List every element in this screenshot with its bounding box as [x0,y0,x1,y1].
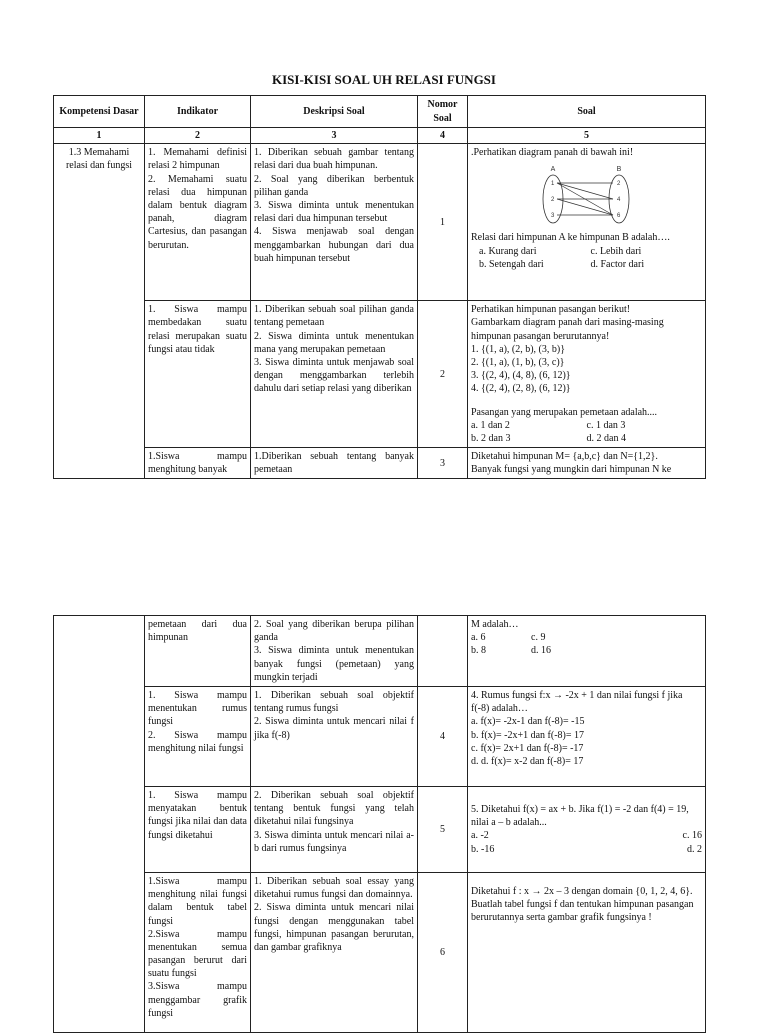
soal-line: b. f(x)= -2x+1 dan f(-8)= 17 [471,729,584,741]
soal-line: 4. Rumus fungsi f:x → -2x + 1 dan nilai fungsi f jika f(-8) adalah… [471,689,683,715]
indikator-item: 2. Siswa mampu menghitung nilai fungsi [148,729,247,754]
table-row [54,872,706,1032]
soal-line: Diketahui himpunan M= {a,b,c} dan N={1,2}. [471,451,658,463]
option-row [471,631,591,644]
indikator-item: 1. Memahami definisi relasi 2 himpunan [148,147,247,172]
column-number-row [54,128,706,144]
nomor-soal-cell: 4 [418,686,468,786]
option: b. 2 dan 3 [471,432,511,444]
deskripsi-cell [251,686,418,786]
deskripsi-cell [251,301,418,448]
nomor-soal-cell: 5 [418,786,468,872]
set-a-element: 3 [551,213,555,220]
deskripsi-item: 1. Diberikan sebuah soal essay yang diketahui rumus fungsi dan domainnya. [254,875,414,901]
option: c. 16 [682,830,702,842]
set-b-element: 6 [617,213,621,220]
indikator-item: pemetaan dari dua himpunan [148,619,247,644]
option: b. -16 [471,843,495,855]
option: a. 6 [471,632,486,644]
kompetensi-dasar-text: 1.3 Memahami relasi dan fungsi [65,147,133,172]
deskripsi-cell [251,872,418,1032]
header-kompetensi-dasar: Kompetensi Dasar [54,96,145,128]
table-header-row [54,96,706,128]
header-deskripsi-soal: Deskripsi Soal [251,96,418,128]
column-number: 3 [251,128,418,144]
deskripsi-item: 2. Siswa diminta untuk mencari nilai f jika f(-8) [254,716,414,741]
kisi-kisi-table [53,95,706,479]
set-b-label: B [616,166,622,174]
option-row [471,829,702,842]
soal-line: c. f(x)= 2x+1 dan f(-8)= -17 [471,742,584,754]
relation-arrow [557,199,613,215]
indikator-item: 2. Memahami suatu relasi dua himpunan dalam bentuk diagram panah, diagram Cartesius, dan pasangan berurutan. [148,173,247,251]
nomor-soal-cell: 1 [418,144,468,301]
table-row [54,301,706,448]
table-row [54,448,706,479]
header-indikator: Indikator [145,96,251,128]
deskripsi-cell [251,448,418,479]
column-number: 1 [54,128,145,144]
soal-cell [468,872,706,1032]
kompetensi-dasar-cell [54,144,145,479]
indikator-cell [145,448,251,479]
kompetensi-dasar-cell [54,616,145,1033]
deskripsi-item: 2. Soal yang diberikan berupa pilihan ganda [254,619,414,644]
option: c. 9 [531,632,546,644]
indikator-cell [145,301,251,448]
deskripsi-item: 3. Siswa diminta untuk menentukan banyak fungsi (pemetaan) yang mungkin terjadi [254,645,414,683]
soal-line: a. f(x)= -2x-1 dan f(-8)= -15 [471,716,585,728]
indikator-item: 1. Siswa mampu menyatakan bentuk fungsi jika nilai dan data fungsi diketahui [148,789,247,841]
soal-cell [468,448,706,479]
soal-cell [468,144,706,301]
nomor-soal-cell: 6 [418,872,468,1032]
deskripsi-item: 3. Siswa diminta untuk mencari nilai a-b dari rumus fungsinya [254,829,414,854]
column-number: 5 [468,128,706,144]
relation-arrow [557,183,613,199]
column-number: 4 [418,128,468,144]
soal-question: Relasi dari himpunan A ke himpunan B adalah…. [471,232,670,244]
deskripsi-item: 1. Diberikan sebuah soal objektif tentang rumus fungsi [254,689,414,715]
soal-intro: .Perhatikan diagram panah di bawah ini! [471,147,634,159]
indikator-cell [145,616,251,687]
set-b-element: 2 [617,181,621,188]
table-row [54,144,706,301]
soal-line: M adalah… [471,619,519,630]
option: d. 2 dan 4 [586,432,626,444]
option: a. Kurang dari [479,245,537,257]
deskripsi-cell [251,616,418,687]
soal-cell [468,301,706,448]
header-soal: Soal [468,96,706,128]
option: b. Setengah dari [479,258,544,270]
soal-line: Perhatikan himpunan pasangan berikut! [471,304,631,316]
soal-line: 1. {(1, a), (2, b), (3, b)} [471,343,566,355]
indikator-item: 1. Siswa mampu menentukan rumus fungsi [148,689,247,728]
deskripsi-item: 1. Diberikan sebuah soal pilihan ganda tentang pemetaan [254,304,414,329]
soal-line: 2. {(1, a), (1, b), (3, c)} [471,356,565,368]
column-number: 2 [145,128,251,144]
option: b. 8 [471,645,486,657]
option-row [471,245,702,258]
soal-line: d. d. f(x)= x-2 dan f(-8)= 17 [471,755,584,767]
nomor-soal-cell: 2 [418,301,468,448]
set-a-label: A [550,166,556,174]
table-row [54,786,706,872]
indikator-item: 3.Siswa mampu menggambar grafik fungsi [148,981,247,1019]
table-row [54,686,706,786]
deskripsi-item: 1.Diberikan sebuah tentang banyak pemetaan [254,451,414,476]
option-row [471,419,702,432]
option-row [471,432,702,445]
deskripsi-item: 2. Soal yang diberikan berbentuk pilihan ganda [254,173,414,198]
deskripsi-item: 1. Diberikan sebuah gambar tentang relasi dari dua buah himpunan. [254,147,414,172]
nomor-soal-cell: 3 [418,448,468,479]
deskripsi-item: 2. Siswa diminta untuk menentukan mana yang merupakan pemetaan [254,330,414,355]
deskripsi-item: 3. Siswa diminta untuk menentukan relasi dari dua himpunan tersebut [254,199,414,225]
indikator-cell [145,686,251,786]
option: d. 16 [531,645,551,657]
option-row [471,258,702,271]
soal-line: 5. Diketahui f(x) = ax + b. Jika f(1) = -2 dan f(4) = 19, nilai a – b adalah... [471,804,689,829]
deskripsi-item: 3. Siswa diminta untuk menjawab soal dengan menggambarkan terlebih dahulu dari setiap relasi yang diberikan [254,356,414,395]
soal-cell [468,686,706,786]
option: c. 1 dan 3 [586,419,626,431]
indikator-item: 1.Siswa mampu menghitung banyak [148,451,247,476]
indikator-item: 1. Siswa mampu membedakan suatu relasi merupakan suatu fungsi atau tidak [148,304,247,355]
soal-line: Gambarkam diagram panah dari masing-masing himpunan pasangan berurutannya! [471,317,664,342]
option: c. Lebih dari [590,245,642,257]
option: a. 1 dan 2 [471,419,510,431]
deskripsi-cell [251,786,418,872]
indikator-item: 2.Siswa mampu menentukan semua pasangan berurut dari suatu fungsi [148,928,247,980]
soal-cell [468,786,706,872]
soal-line: Banyak fungsi yang mungkin dari himpunan N ke [471,464,672,476]
indikator-cell [145,786,251,872]
nomor-soal-cell [418,616,468,687]
deskripsi-item: 2. Siswa diminta untuk mencari nilai fungsi dengan menggunakan tabel fungsi, himpunan pasangan berurutan, dan gambar grafiknya [254,902,414,953]
soal-line: 4. {(2, 4), (2, 8), (6, 12)} [471,383,571,395]
indikator-item: 1.Siswa mampu menghitung nilai fungsi dalam bentuk tabel fungsi [148,875,247,927]
indikator-cell [145,144,251,301]
deskripsi-item: 2. Diberikan sebuah soal objektif tentang bentuk fungsi yang telah diketahui nilai fungsinya [254,789,414,828]
table-row [54,616,706,687]
set-b-element: 4 [617,197,621,204]
deskripsi-cell [251,144,418,301]
document-title: KISI-KISI SOAL UH RELASI FUNGSI [272,72,496,87]
header-nomor-soal: Nomor Soal [418,96,468,128]
soal-line: 3. {(2, 4), (4, 8), (6, 12)} [471,370,571,382]
kisi-kisi-table-continued [53,615,706,1033]
option: d. 2 [687,843,702,855]
soal-line: Diketahui f : x → 2x – 3 dengan domain {0, 1, 2, 4, 6}. Buatlah tabel fungsi f dan tentukan himpunan pasangan berurutannya serta gambar grafik fungsinya ! [471,885,694,924]
indikator-cell [145,872,251,1032]
soal-question: Pasangan yang merupakan pemetaan adalah.... [471,406,658,418]
soal-cell [468,616,706,687]
deskripsi-item: 4. Siswa menjawab soal dengan menggambarkan hubungan dari dua buah himpunan tersebut [254,226,414,264]
option-row [471,843,702,856]
arrow-diagram [531,163,641,225]
option-row [471,644,591,657]
option: a. -2 [471,830,489,842]
option: d. Factor dari [590,258,645,270]
set-a-element: 2 [551,197,555,204]
set-a-element: 1 [551,181,555,188]
